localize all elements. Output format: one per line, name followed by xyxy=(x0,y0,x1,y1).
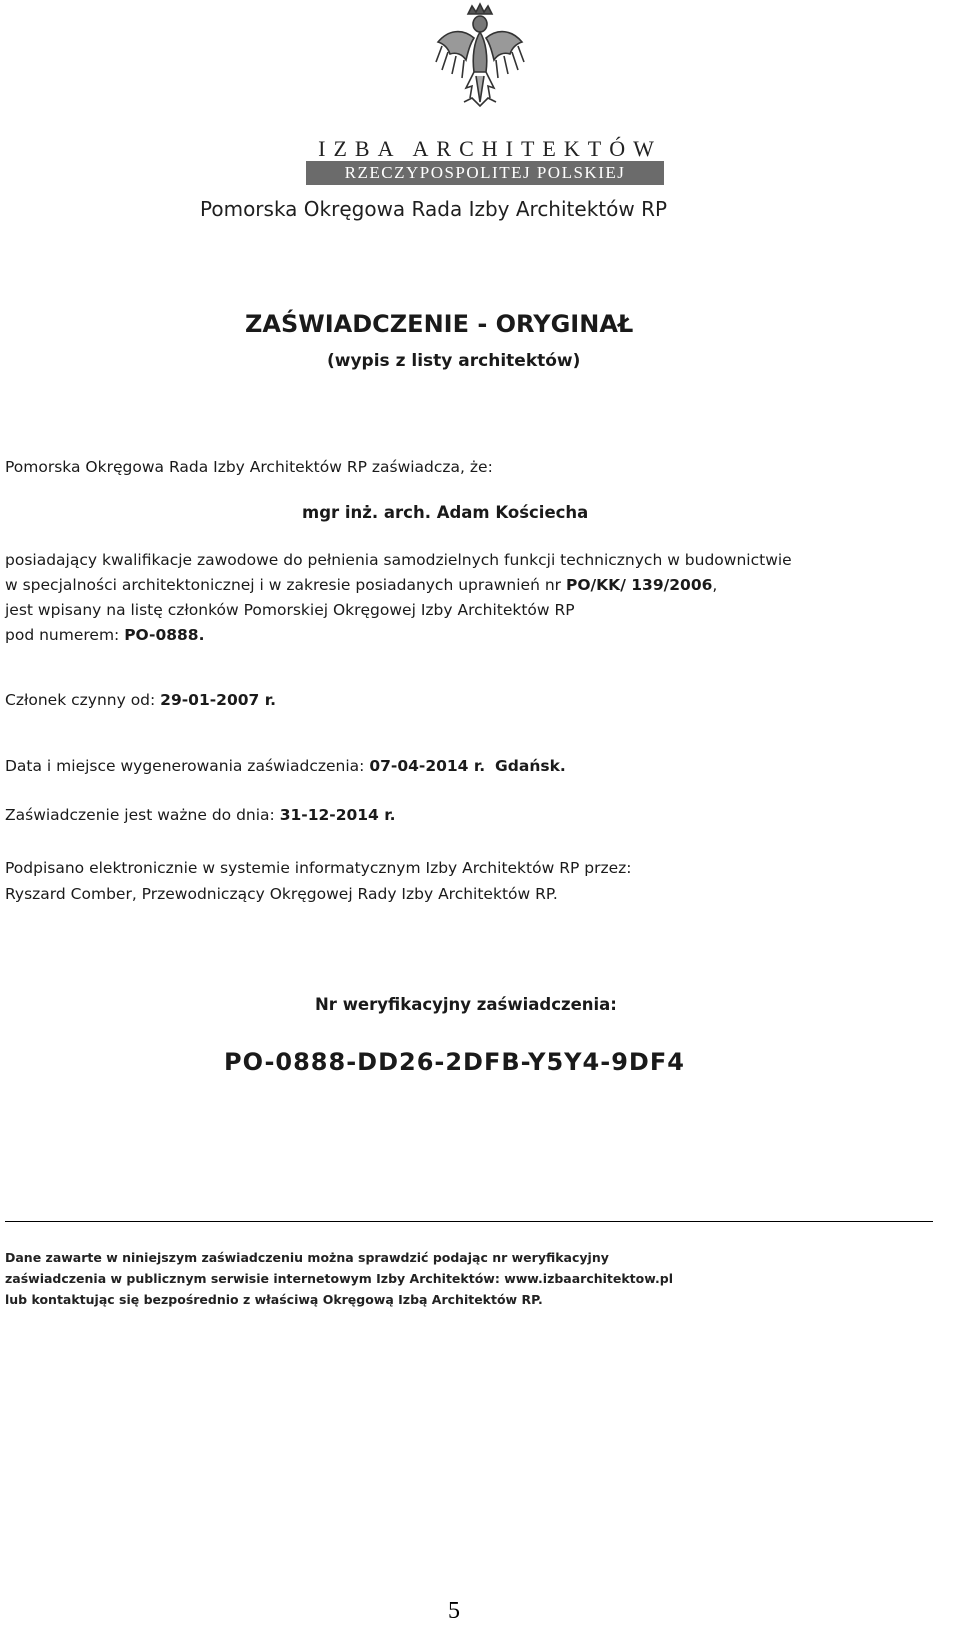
signature-line-1: Podpisano elektronicznie w systemie informatycznym Izby Architektów RP przez: xyxy=(5,859,632,877)
council-name: Pomorska Okręgowa Rada Izby Architektów RP xyxy=(200,197,668,221)
qualification-line-2: w specjalności architektonicznej i w zakresie posiadanych uprawnień nr PO/KK/ 139/2006, xyxy=(5,576,718,594)
qualification-line-1: posiadający kwalifikacje zawodowe do pełnienia samodzielnych funkcji technicznych w budownictwie xyxy=(5,551,792,569)
footer-note xyxy=(5,1247,673,1310)
footer-line-2: zaświadczenia w publicznym serwisie internetowym Izby Architektów: www.izbaarchitektow.pl xyxy=(5,1271,673,1286)
white-eagle-emblem-icon xyxy=(430,2,530,112)
document-subtitle: (wypis z listy architektów) xyxy=(327,351,581,371)
validity-date: 31-12-2014 r. xyxy=(279,806,396,824)
footer-line-1: Dane zawarte w niniejszym zaświadczeniu można sprawdzić podając nr weryfikacyjny xyxy=(5,1250,609,1265)
member-number-line: pod numerem: PO-0888. xyxy=(5,626,205,644)
generation-date: 07-04-2014 r. xyxy=(369,757,486,775)
architect-name: mgr inż. arch. Adam Kościecha xyxy=(302,503,589,522)
document-title: ZAŚWIADCZENIE - ORYGINAŁ xyxy=(245,310,634,338)
generation-place: Gdańsk. xyxy=(495,757,566,775)
signature-line-2: Ryszard Comber, Przewodniczący Okręgowej Rady Izby Architektów RP. xyxy=(5,885,558,903)
electronic-signature-note xyxy=(5,855,631,907)
org-name-line2: RZECZYPOSPOLITEJ POLSKIEJ xyxy=(306,161,664,185)
member-number: PO-0888. xyxy=(124,626,205,644)
footer-divider xyxy=(5,1221,933,1222)
active-member-since: Członek czynny od: 29-01-2007 r. xyxy=(5,691,277,709)
validity-date-line: Zaświadczenie jest ważne do dnia: 31-12-2014 r. xyxy=(5,806,396,824)
member-since-date: 29-01-2007 r. xyxy=(160,691,277,709)
certification-intro: Pomorska Okręgowa Rada Izby Architektów RP zaświadcza, że: xyxy=(5,458,493,476)
page-number: 5 xyxy=(448,1598,460,1624)
footer-line-3: lub kontaktując się bezpośrednio z właściwą Okręgową Izbą Architektów RP. xyxy=(5,1292,543,1307)
qualification-line-3: jest wpisany na listę członków Pomorskiej Okręgowej Izby Architektów RP xyxy=(5,601,575,619)
org-name-line1: IZBA ARCHITEKTÓW xyxy=(318,136,662,161)
generation-date-place: Data i miejsce wygenerowania zaświadczenia: 07-04-2014 r. Gdańsk. xyxy=(5,757,566,775)
verification-label: Nr weryfikacyjny zaświadczenia: xyxy=(315,995,617,1014)
license-number: PO/KK/ 139/2006 xyxy=(565,576,713,594)
qualification-paragraph xyxy=(5,548,792,648)
verification-code: PO-0888-DD26-2DFB-Y5Y4-9DF4 xyxy=(224,1048,685,1076)
